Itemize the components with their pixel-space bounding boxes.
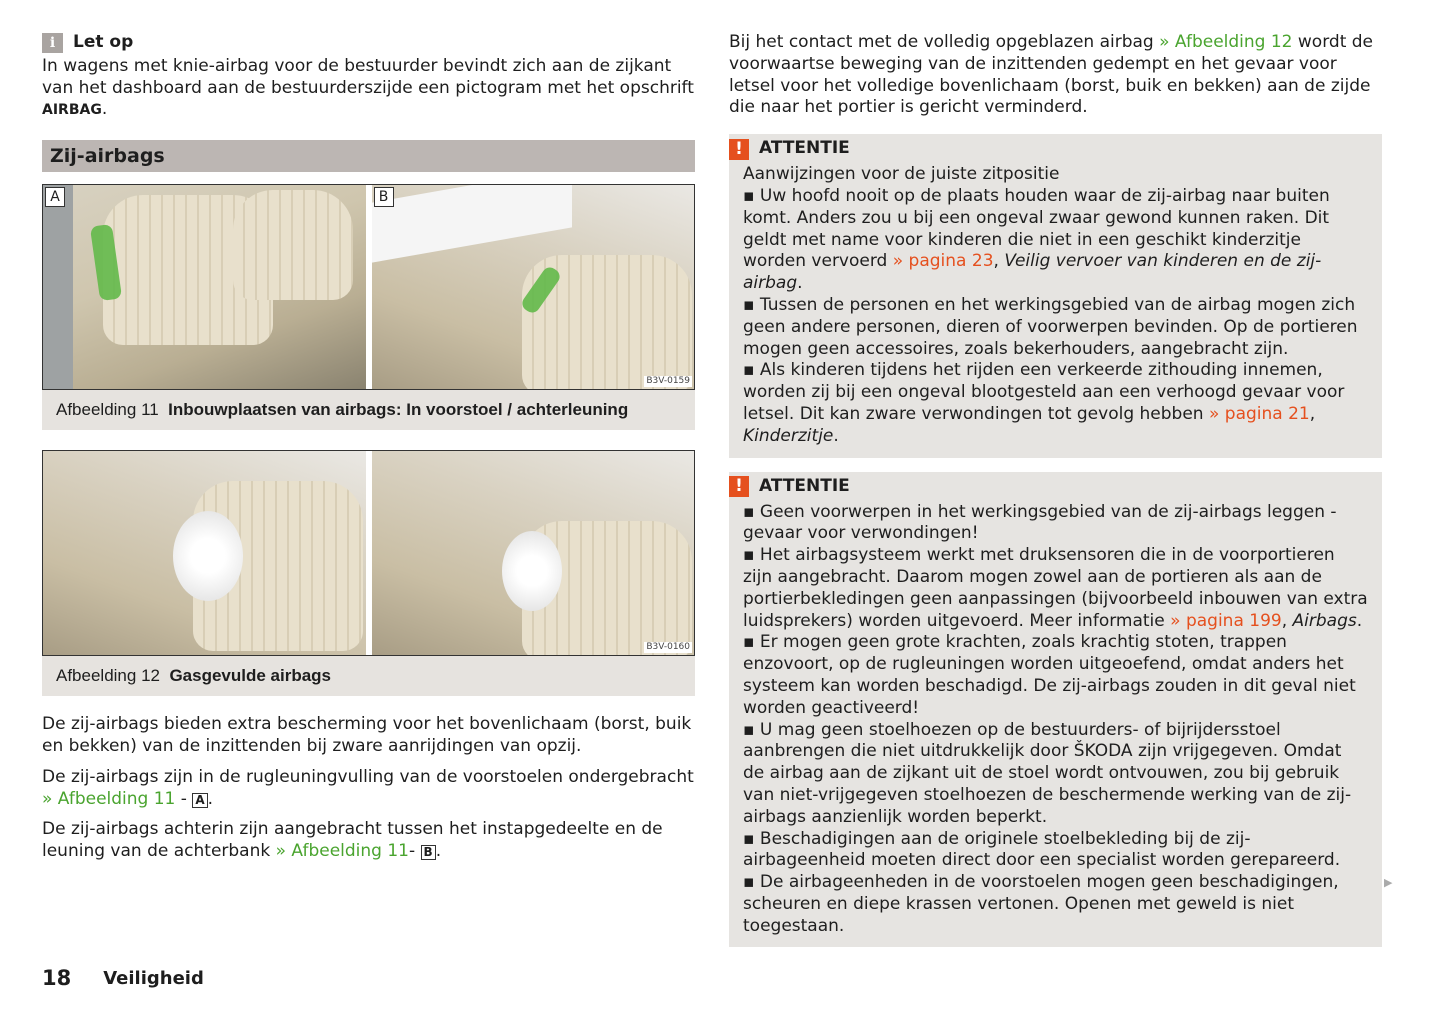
paragraph: [42, 819, 695, 863]
item-text: ▪ Het airbagsysteem werkt met druksensoren die in de voorportieren zijn aangebracht. Daarom mogen zowel aan de portieren als aan de portierbekledingen geen aanpassingen (bijvoorbeeld inbouwen van extra luidsprekers) worden uitgevoerd. Meer informatie: [743, 545, 1368, 631]
warning-header: [729, 472, 1368, 502]
ref-title: Veilig vervoer van kinderen en de zij-airbag: [743, 251, 1322, 294]
item-text: ▪ Uw hoofd nooit op de plaats houden waar de zij-airbag naar buiten komt. Anders zou u bij een ongeval zwaar gewond kunnen raken. Dit geldt met name voor kinderen die niet in een geschikt kinderzitje worden vervoerd: [743, 185, 1330, 272]
caption-title: Gasgevulde airbags: [169, 666, 332, 686]
left-column: [42, 32, 695, 872]
end: .: [207, 788, 214, 809]
warning-title: ATTENTIE: [759, 475, 850, 496]
image-rear-airbag: [372, 451, 695, 655]
page-number: 18: [42, 966, 72, 990]
info-icon: i: [42, 33, 63, 53]
separator: -: [175, 788, 193, 809]
intro-text: wordt de voorwaartse beweging van de inzittenden gedempt en het gevaar voor letsel voor het volledige bovenlichaam (borst, buik en bekken) aan de zijde die naar het portier is gericht verminderd.: [729, 32, 1374, 118]
end: .: [435, 841, 442, 862]
paragraph: [42, 767, 695, 811]
right-column: [729, 32, 1382, 961]
warning-item: ▪ De airbageenheden in de voorstoelen mogen geen beschadigingen, scheuren en diepe krassen vertonen. Openen met geweld is niet toegestaan.: [743, 872, 1339, 936]
caption-title: Inbouwplaatsen van airbags: In voorstoel / achterleuning: [168, 400, 629, 420]
warning-item: ▪ U mag geen stoelhoezen op de bestuurders- of bijrijdersstoel aanbrengen die niet uitdrukkelijk door ŠKODA zijn vrijgegeven. Omdat de airbag aan de zijkant uit de stoel wordt ontvouwen, zou bij gebruik van niet-vrijgegeven stoelhoezen de beschermende werking van de zij-airbags aanzienlijk worden beperkt.: [743, 719, 1352, 827]
figure-caption: [42, 656, 695, 696]
note-end: .: [101, 99, 108, 120]
label-b-ref: B: [421, 845, 436, 860]
airbag-label: AIRBAG: [42, 102, 102, 119]
page-link[interactable]: » pagina 23: [892, 251, 994, 272]
label-a-ref: A: [192, 793, 207, 808]
continue-arrow-icon: ▶: [1384, 876, 1393, 889]
figure-link[interactable]: » Afbeelding 11: [275, 841, 409, 862]
paragraph-text: De zij-airbags achterin zijn aangebracht tussen het instapgedeelte en de leuning van de achterbank: [42, 819, 663, 862]
section-title: Zij-airbags: [42, 140, 695, 172]
figure-code: B3V-0160: [646, 642, 690, 653]
note-header: [42, 32, 695, 54]
body-text: [42, 714, 695, 863]
image-front-seat: [43, 185, 366, 389]
caption-number: Afbeelding 12: [56, 666, 160, 686]
page-footer: [42, 968, 204, 990]
note-title: Let op: [73, 32, 134, 52]
intro-paragraph: [729, 32, 1382, 119]
label-a: A: [45, 187, 65, 207]
paragraph-text: De zij-airbags zijn in de rugleuningvulling van de voorstoelen ondergebracht: [42, 766, 694, 787]
warning-box: [729, 472, 1382, 948]
caption-number: Afbeelding 11: [56, 400, 159, 420]
figure-link[interactable]: » Afbeelding 12: [1159, 32, 1293, 52]
page-link[interactable]: » pagina 21: [1208, 403, 1310, 424]
figure-link[interactable]: » Afbeelding 11: [42, 788, 176, 809]
figure-11: [42, 184, 695, 390]
warning-item: ▪ Het airbagsysteem werkt met druksensoren die in de voorportieren zijn aangebracht. Daarom mogen zowel aan de portieren als aan de portierbekledingen geen aanpassingen (bijvoorbeeld inbouwen van extra luidsprekers) worden uitgevoerd. Meer informatie » pagina 199, Airbags.: [743, 545, 1368, 631]
warning-item: ▪ Geen voorwerpen in het werkingsgebied van de zij-airbags leggen - gevaar voor verwondingen!: [743, 501, 1337, 544]
item-text: ▪ Als kinderen tijdens het rijden een verkeerde zithouding innemen, worden zij bij een ongeval blootgesteld aan een verhoogd gevaar voor letsel. Dit kan zware verwondingen tot gevolg hebben: [743, 360, 1345, 424]
separator: -: [409, 841, 421, 862]
warning-item: ▪ Als kinderen tijdens het rijden een verkeerde zithouding innemen, worden zij bij een ongeval blootgesteld aan een verhoogd gevaar voor letsel. Dit kan zware verwondingen tot gevolg hebben » pagina 21, Kinderzitje.: [743, 360, 1345, 446]
ref-title: Kinderzitje: [743, 425, 834, 446]
note-text: [42, 56, 695, 122]
deployed-airbag: [502, 531, 562, 611]
warning-item: ▪ Beschadigingen aan de originele stoelbekleding bij de zij-airbageenheid moeten direct door een specialist worden gerepareerd.: [743, 828, 1341, 871]
warning-title: ATTENTIE: [759, 138, 850, 159]
page-link[interactable]: » pagina 199: [1170, 610, 1282, 631]
image-front-airbag: [43, 451, 366, 655]
ref-title: Airbags: [1292, 610, 1357, 631]
deployed-airbag: [173, 511, 243, 601]
warning-header: [729, 134, 1368, 164]
warning-subtitle: Aanwijzingen voor de juiste zitpositie: [743, 164, 1060, 185]
warning-item: ▪ Er mogen geen grote krachten, zoals krachtig stoten, trappen enzovoort, op de rugleuningen worden uitgeoefend, omdat anders het systeem kan worden beschadigd. De zij-airbags zouden in dit geval niet worden geactiveerd!: [743, 632, 1356, 718]
intro-text: Bij het contact met de volledig opgeblazen airbag: [729, 32, 1160, 52]
note-body: In wagens met knie-airbag voor de bestuurder bevindt zich aan de zijkant van het dashboard aan de bestuurderszijde een pictogram met het opschrift: [42, 55, 694, 98]
warning-item: ▪ Uw hoofd nooit op de plaats houden waar de zij-airbag naar buiten komt. Anders zou u bij een ongeval zwaar gewond kunnen raken. Dit geldt met name voor kinderen die niet in een geschikt kinderzitje worden vervoerd » pagina 23, Veilig vervoer van kinderen en de zij-airbag.: [743, 185, 1330, 294]
paragraph: De zij-airbags bieden extra bescherming voor het bovenlichaam (borst, buik en bekken) van de inzittenden bij zware aanrijdingen van opzij.: [42, 714, 692, 756]
warning-item: ▪ Tussen de personen en het werkingsgebied van de airbag mogen zich geen andere personen, dieren of voorwerpen bevinden. Op de portieren mogen geen accessoires, zoals bekerhouders, aangebracht zijn.: [743, 294, 1358, 359]
warning-box: [729, 134, 1382, 457]
image-rear-seat: [372, 185, 695, 389]
label-b: B: [374, 187, 394, 207]
section-name: Veiligheid: [103, 968, 204, 989]
figure-12: [42, 450, 695, 656]
warning-icon: !: [729, 139, 749, 160]
warning-icon: !: [729, 476, 749, 497]
figure-caption: [42, 390, 695, 430]
figure-code: B3V-0159: [646, 376, 690, 387]
